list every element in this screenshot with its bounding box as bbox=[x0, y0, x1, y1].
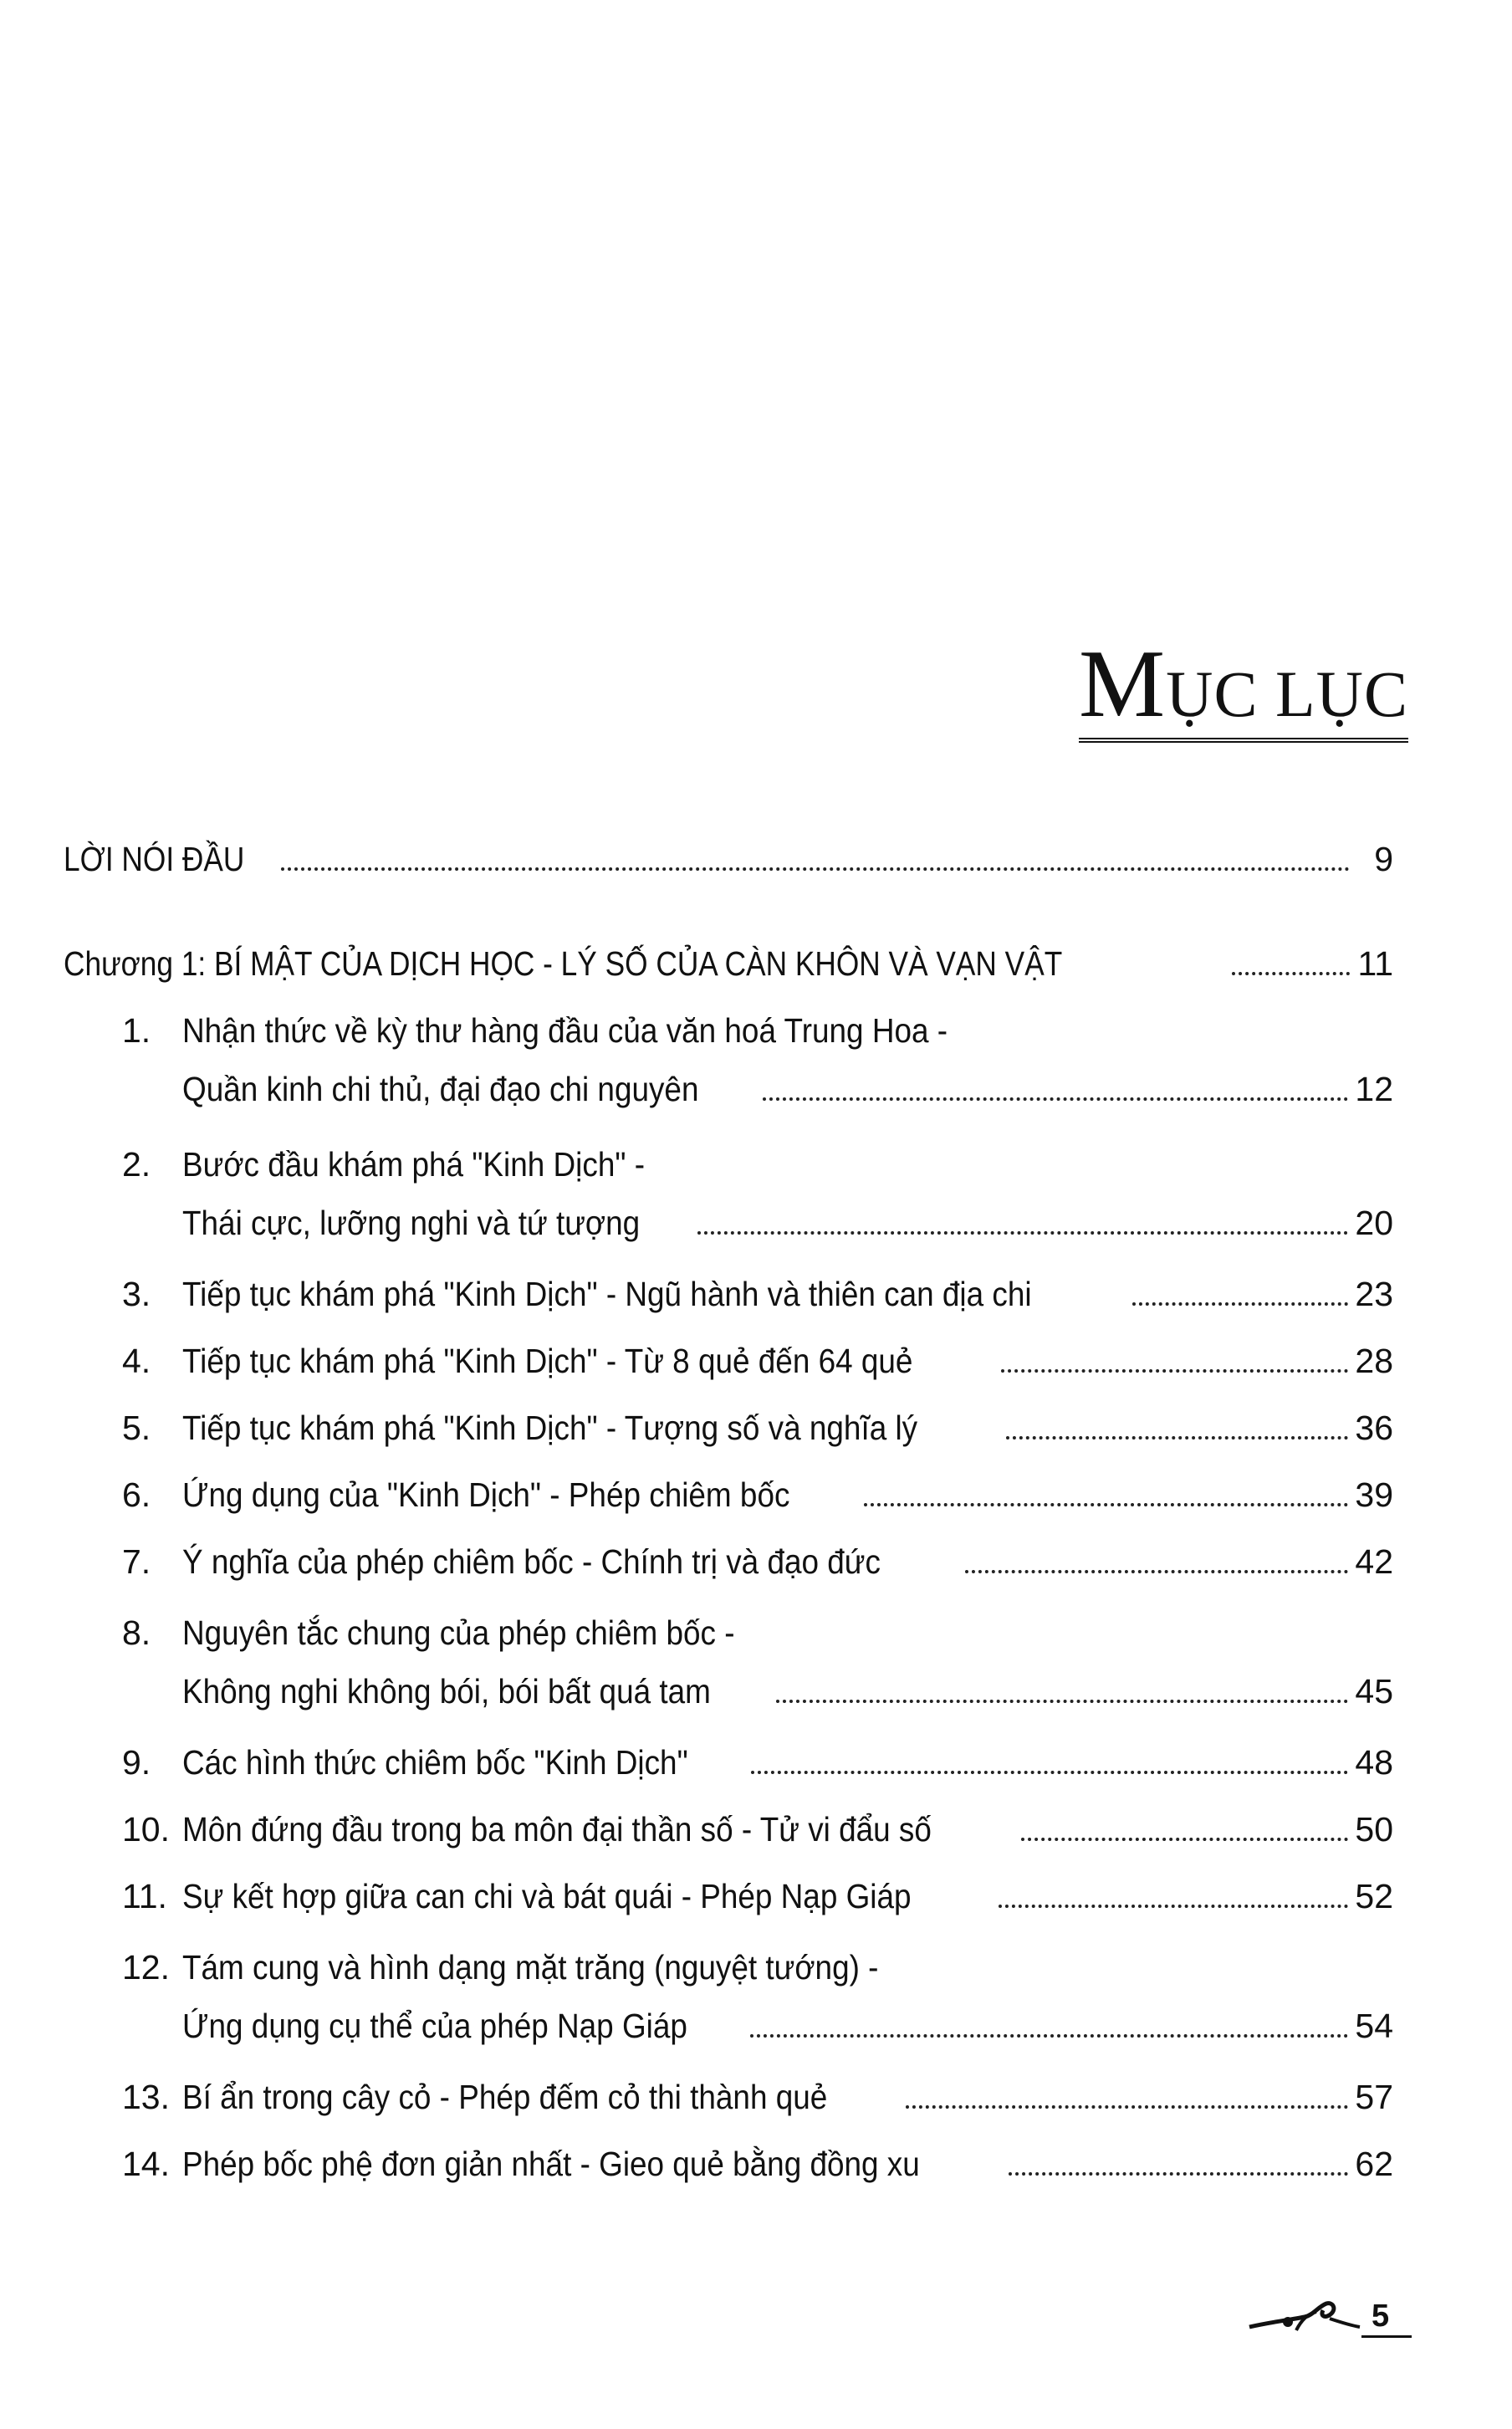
toc-entry-text: Quần kinh chi thủ, đại đạo chi nguyên bbox=[182, 1070, 699, 1108]
toc-entry-number: 9. bbox=[122, 1743, 151, 1782]
toc-entry-text: Tám cung và hình dạng mặt trăng (nguyệt tướng) - bbox=[182, 1948, 879, 1987]
toc-leader-dots bbox=[697, 1231, 1348, 1235]
toc-entry-9 bbox=[122, 1744, 1393, 1782]
toc-leader-dots bbox=[906, 2105, 1348, 2109]
toc-entry-7 bbox=[122, 1543, 1393, 1581]
toc-leader-dots bbox=[999, 1905, 1348, 1908]
toc-leader-dots bbox=[1006, 1436, 1349, 1440]
toc-entry-text: Phép bốc phệ đơn giản nhất - Gieo quẻ bằng đồng xu bbox=[182, 2145, 920, 2183]
flourish-ornament-icon bbox=[1246, 2297, 1380, 2334]
toc-entry-number: 14. bbox=[122, 2145, 170, 2183]
toc-entry-text: Bí ẩn trong cây cỏ - Phép đếm cỏ thi thành quẻ bbox=[182, 2078, 828, 2116]
toc-entry-text: Không nghi không bói, bói bất quá tam bbox=[182, 1672, 711, 1711]
toc-entry-page: 36 bbox=[1355, 1409, 1393, 1447]
toc-entry-page: 48 bbox=[1355, 1743, 1393, 1782]
toc-entry-12 bbox=[122, 1949, 956, 1987]
toc-leader-dots bbox=[281, 867, 1350, 871]
toc-entry-page: 11 bbox=[1357, 944, 1393, 983]
toc-entry-10 bbox=[122, 1811, 1393, 1849]
toc-entry-8-cont bbox=[182, 1673, 1393, 1711]
toc-entry-page: 50 bbox=[1355, 1810, 1393, 1849]
toc-entry-page: 62 bbox=[1355, 2145, 1393, 2183]
toc-entry-page: 39 bbox=[1355, 1475, 1393, 1514]
toc-leader-dots bbox=[1001, 1369, 1349, 1373]
toc-entry-page: 57 bbox=[1355, 2078, 1393, 2116]
toc-entry-6 bbox=[122, 1476, 1393, 1514]
toc-entry-number: 4. bbox=[122, 1342, 151, 1380]
toc-entry-text: LỜI NÓI ĐẦU bbox=[64, 840, 245, 878]
toc-entry-text: Thái cực, lưỡng nghi và tứ tượng bbox=[182, 1204, 641, 1242]
toc-entry-foreword bbox=[64, 841, 1393, 878]
toc-leader-dots bbox=[763, 1097, 1348, 1101]
toc-entry-text: Sự kết hợp giữa can chi và bát quái - Phép Nạp Giáp bbox=[182, 1877, 912, 1915]
toc-entry-chapter-1 bbox=[64, 945, 1393, 983]
toc-entry-text: Môn đứng đầu trong ba môn đại thần số - Tử vi đẩu số bbox=[182, 1810, 932, 1849]
toc-entry-text: Ứng dụng của "Kinh Dịch" - Phép chiêm bốc bbox=[182, 1475, 790, 1514]
toc-entry-13 bbox=[122, 2079, 1393, 2116]
toc-entry-8 bbox=[122, 1614, 796, 1652]
toc-entry-2 bbox=[122, 1146, 696, 1184]
toc-entry-page: 45 bbox=[1355, 1672, 1393, 1711]
toc-entry-page: 54 bbox=[1355, 2007, 1393, 2045]
toc-entry-page: 23 bbox=[1355, 1275, 1393, 1313]
toc-entry-2-cont bbox=[182, 1204, 1393, 1242]
toc-entry-3 bbox=[122, 1276, 1393, 1313]
toc-entry-number: 7. bbox=[122, 1542, 151, 1581]
toc-entry-text: Chương 1: BÍ MẬT CỦA DỊCH HỌC - LÝ SỐ CỦA CÀN KHÔN VÀ VẠN VẬT bbox=[64, 944, 1063, 983]
toc-entry-number: 2. bbox=[122, 1145, 151, 1184]
toc-leader-dots bbox=[1132, 1302, 1348, 1306]
toc-entry-number: 6. bbox=[122, 1475, 151, 1514]
page-number: 5 bbox=[1372, 2299, 1390, 2334]
toc-entry-text: Bước đầu khám phá "Kinh Dịch" - bbox=[182, 1145, 646, 1184]
toc-entry-12-cont bbox=[182, 2007, 1393, 2045]
toc-entry-page: 52 bbox=[1355, 1877, 1393, 1915]
toc-entry-page: 9 bbox=[1374, 840, 1393, 878]
toc-leader-dots bbox=[1232, 972, 1350, 975]
toc-leader-dots bbox=[751, 1771, 1349, 1774]
toc-entry-text: Tiếp tục khám phá "Kinh Dịch" - Tượng số và nghĩa lý bbox=[182, 1409, 918, 1447]
toc-entry-text: Tiếp tục khám phá "Kinh Dịch" - Từ 8 quẻ đến 64 quẻ bbox=[182, 1342, 913, 1380]
toc-entry-number: 12. bbox=[122, 1948, 170, 1987]
toc-leader-dots bbox=[1009, 2172, 1349, 2176]
toc-entry-number: 5. bbox=[122, 1409, 151, 1447]
toc-leader-dots bbox=[965, 1570, 1349, 1573]
toc-entry-number: 10. bbox=[122, 1810, 170, 1849]
toc-entry-number: 3. bbox=[122, 1275, 151, 1313]
toc-leader-dots bbox=[750, 2034, 1348, 2038]
page-title-rest: ỤC LỤC bbox=[1166, 657, 1409, 730]
toc-entry-text: Ứng dụng cụ thể của phép Nạp Giáp bbox=[182, 2007, 687, 2045]
toc-entry-page: 20 bbox=[1355, 1204, 1393, 1242]
toc-entry-11 bbox=[122, 1878, 1393, 1915]
toc-entry-1-cont bbox=[182, 1071, 1393, 1108]
toc-entry-page: 28 bbox=[1355, 1342, 1393, 1380]
toc-leader-dots bbox=[864, 1503, 1348, 1506]
toc-entry-14 bbox=[122, 2145, 1393, 2183]
toc-leader-dots bbox=[776, 1700, 1348, 1703]
toc-entry-text: Nhận thức về kỳ thư hàng đầu của văn hoá Trung Hoa - bbox=[182, 1011, 948, 1050]
toc-entry-number: 13. bbox=[122, 2078, 170, 2116]
toc-entry-number: 11. bbox=[122, 1877, 167, 1915]
toc-leader-dots bbox=[1021, 1838, 1348, 1841]
toc-entry-page: 12 bbox=[1355, 1070, 1393, 1108]
toc-entry-5 bbox=[122, 1409, 1393, 1447]
toc-entry-text: Ý nghĩa của phép chiêm bốc - Chính trị và đạo đức bbox=[182, 1542, 881, 1581]
toc-entry-1 bbox=[122, 1012, 1033, 1050]
toc-entry-page: 42 bbox=[1355, 1542, 1393, 1581]
toc-entry-text: Tiếp tục khám phá "Kinh Dịch" - Ngũ hành và thiên can địa chi bbox=[182, 1275, 1032, 1313]
toc-entry-text: Nguyên tắc chung của phép chiêm bốc - bbox=[182, 1613, 735, 1652]
page-title bbox=[1079, 631, 1409, 743]
toc-entry-number: 1. bbox=[122, 1011, 151, 1050]
footer-rule bbox=[1361, 2335, 1412, 2338]
toc-entry-4 bbox=[122, 1342, 1393, 1380]
page-title-initial: M bbox=[1079, 631, 1167, 738]
toc-entry-text: Các hình thức chiêm bốc "Kinh Dịch" bbox=[182, 1743, 688, 1782]
toc-entry-number: 8. bbox=[122, 1613, 151, 1652]
